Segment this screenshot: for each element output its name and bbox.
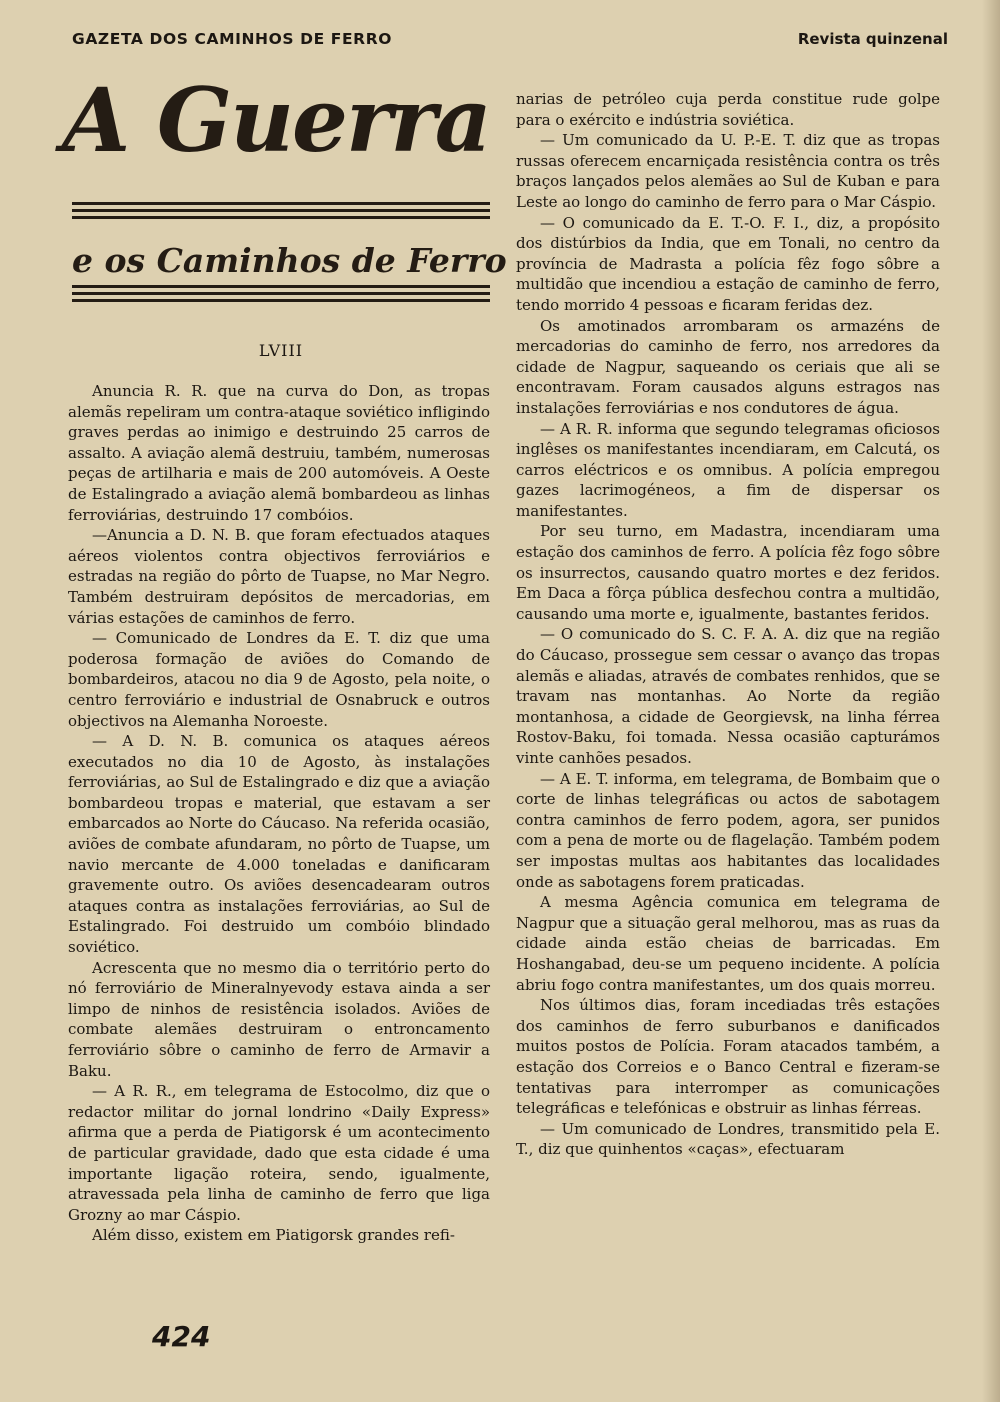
page-number: 424 (152, 1320, 211, 1353)
paragraph: — Um comunicado da U. P.-E. T. diz que as tropas russas oferecem encarniçada resistência contra os três braços lançados pelos alemães ao Sul de Kuban e para Leste ao longo do caminho de ferro para o Mar Cáspio. (516, 131, 940, 211)
article-section-number: LVIII (258, 341, 304, 360)
paragraph: — A R. R., em telegrama de Estocolmo, diz que o redactor militar do jornal londrino «Daily Express» afirma que a perda de Piatigorsk é um acontecimento de particular gravidade, dado que esta cidade é uma importante ligação roteira, sendo, igualmente, atravessada pela linha de caminho de ferro que liga Grozny ao mar Cáspio. (68, 1082, 490, 1224)
paragraph: — A E. T. informa, em telegrama, de Bombaim que o corte de linhas telegráficas ou actos de sabotagem contra caminhos de ferro podem, agora, ser punidos com a pena de morte ou de flagelação. Também podem ser impostas multas aos habitantes das localidades onde as sabotagens forem praticadas. (516, 769, 940, 891)
paragraph: Acrescenta que no mesmo dia o território perto do nó ferroviário de Mineralnyevody estava ainda a ser limpo de ninhos de resistência isolados. Aviões de combate alemães destruiram o entroncamento ferroviário sôbre o caminho de ferro de Armavir a Baku. (68, 958, 490, 1080)
paragraph: — O comunicado do S. C. F. A. A. diz que na região do Cáucaso, prossegue sem cessar o avanço das tropas alemãs e aliadas, através de combates renhidos, que se travam nas montanhas. Ao Norte da região montanhosa, a cidade de Georgievsk, na linha férrea Rostov-Baku, foi tomada. Nessa ocasião capturámos vinte canhões pesados. (516, 625, 940, 767)
paragraph: Nos últimos dias, foram incediadas três estações dos caminhos de ferro suburbanos e danificados muitos postos de Polícia. Foram atacados também, a estação dos Correios e o Banco Central e fizeram-se tentativas para interromper as comunicações telegráficas e telefónicas e obstruir as linhas férreas. (516, 996, 940, 1118)
publication-frequency: Revista quinzenal (797, 30, 948, 48)
paragraph: — Um comunicado de Londres, transmitido pela E. T., diz que quinhentos «caças», efectuaram (516, 1119, 940, 1159)
paragraph: — Comunicado de Londres da E. T. diz que uma poderosa formação de aviões do Comando de bombardeiros, atacou no dia 9 de Agosto, pela noite, o centro ferroviário e industrial de Osnabruck e outros objectivos na Alemanha Noroeste. (68, 629, 490, 730)
paragraph-continued: narias de petróleo cuja perda constitue rude golpe para o exército e indústria soviética. (516, 90, 940, 129)
article-title: A Guerra (62, 68, 490, 172)
title-divider-top (72, 202, 490, 223)
paragraph: A mesma Agência comunica em telegrama de Nagpur que a situação geral melhorou, mas as ruas da cidade ainda estão cheias de barricadas. Em Hoshangabad, deu-se um pequeno incidente. A polícia abriu fogo contra manifestantes, um dos quais morreu. (516, 893, 940, 994)
paragraph: Os amotinados arrombaram os armazéns de mercadorias do caminho de ferro, nos arredores da cidade de Nagpur, saqueando os ceriais que ali se encontravam. Foram causados alguns estragos nas instalações ferroviárias e nos condutores de água. (516, 316, 940, 417)
paragraph: —Anuncia a D. N. B. que foram efectuados ataques aéreos violentos contra objectivos ferroviários e estradas na região do pôrto de Tuapse, no Mar Negro. Também destruiram depósitos de mercadorias, em várias estações de caminhos de ferro. (68, 526, 490, 627)
paragraph: Por seu turno, em Madastra, incendiaram uma estação dos caminhos de ferro. A polícia fêz fogo sôbre os insurrectos, causando quatro mortes e dez feridos. Em Daca a fôrça pública desfechou contra a multidão, causando uma morte e, igualmente, bastantes feridos. (516, 522, 940, 623)
article-subtitle: e os Caminhos de Ferro (72, 241, 507, 280)
left-text-column (68, 381, 490, 1246)
publication-name: GAZETA DOS CAMINHOS DE FERRO (72, 30, 393, 48)
title-divider-bottom (72, 285, 490, 306)
paragraph: — A R. R. informa que segundo telegramas oficiosos inglêses os manifestantes incendiaram, em Calcutá, os carros eléctricos e os omnibus. A polícia empregou gazes lacrimogéneos, a fim de dispersar os manifestantes. (516, 419, 940, 520)
page-edge-shadow (982, 0, 1000, 1402)
paragraph: Além disso, existem em Piatigorsk grandes refi- (92, 1226, 455, 1245)
right-text-column (516, 89, 940, 1160)
paragraph: Anuncia R. R. que na curva do Don, as tropas alemãs repeliram um contra-ataque soviético infligindo graves perdas ao inimigo e destruindo 25 carros de assalto. A aviação alemã destruiu, também, numerosas peças de artilharia e mais de 200 automóveis. A Oeste de Estalingrado a aviação alemã bombardeou as linhas ferroviárias, destruindo 17 combóios. (68, 382, 490, 524)
paragraph: — O comunicado da E. T.-O. F. I., diz, a propósito dos distúrbios da India, que em Tonali, no centro da província de Madrasta a polícia fêz fogo sôbre a multidão que incendiou a estação de caminho de ferro, tendo morrido 4 pessoas e ficaram feridas dez. (516, 213, 940, 314)
paragraph: — A D. N. B. comunica os ataques aéreos executados no dia 10 de Agosto, às instalações ferroviárias, ao Sul de Estalingrado e diz que a aviação bombardeou tropas e material, que estavam a ser embarcados ao Norte do Cáucaso. Na referida ocasião, aviões de combate afundaram, no pôrto de Tuapse, um navio mercante de 4.000 toneladas e danificaram gravemente outro. Os aviões desencadearam outros ataques contra as instalações ferroviárias, ao Sul de Estalingrado. Foi destruido um combóio blindado soviético. (68, 732, 490, 957)
